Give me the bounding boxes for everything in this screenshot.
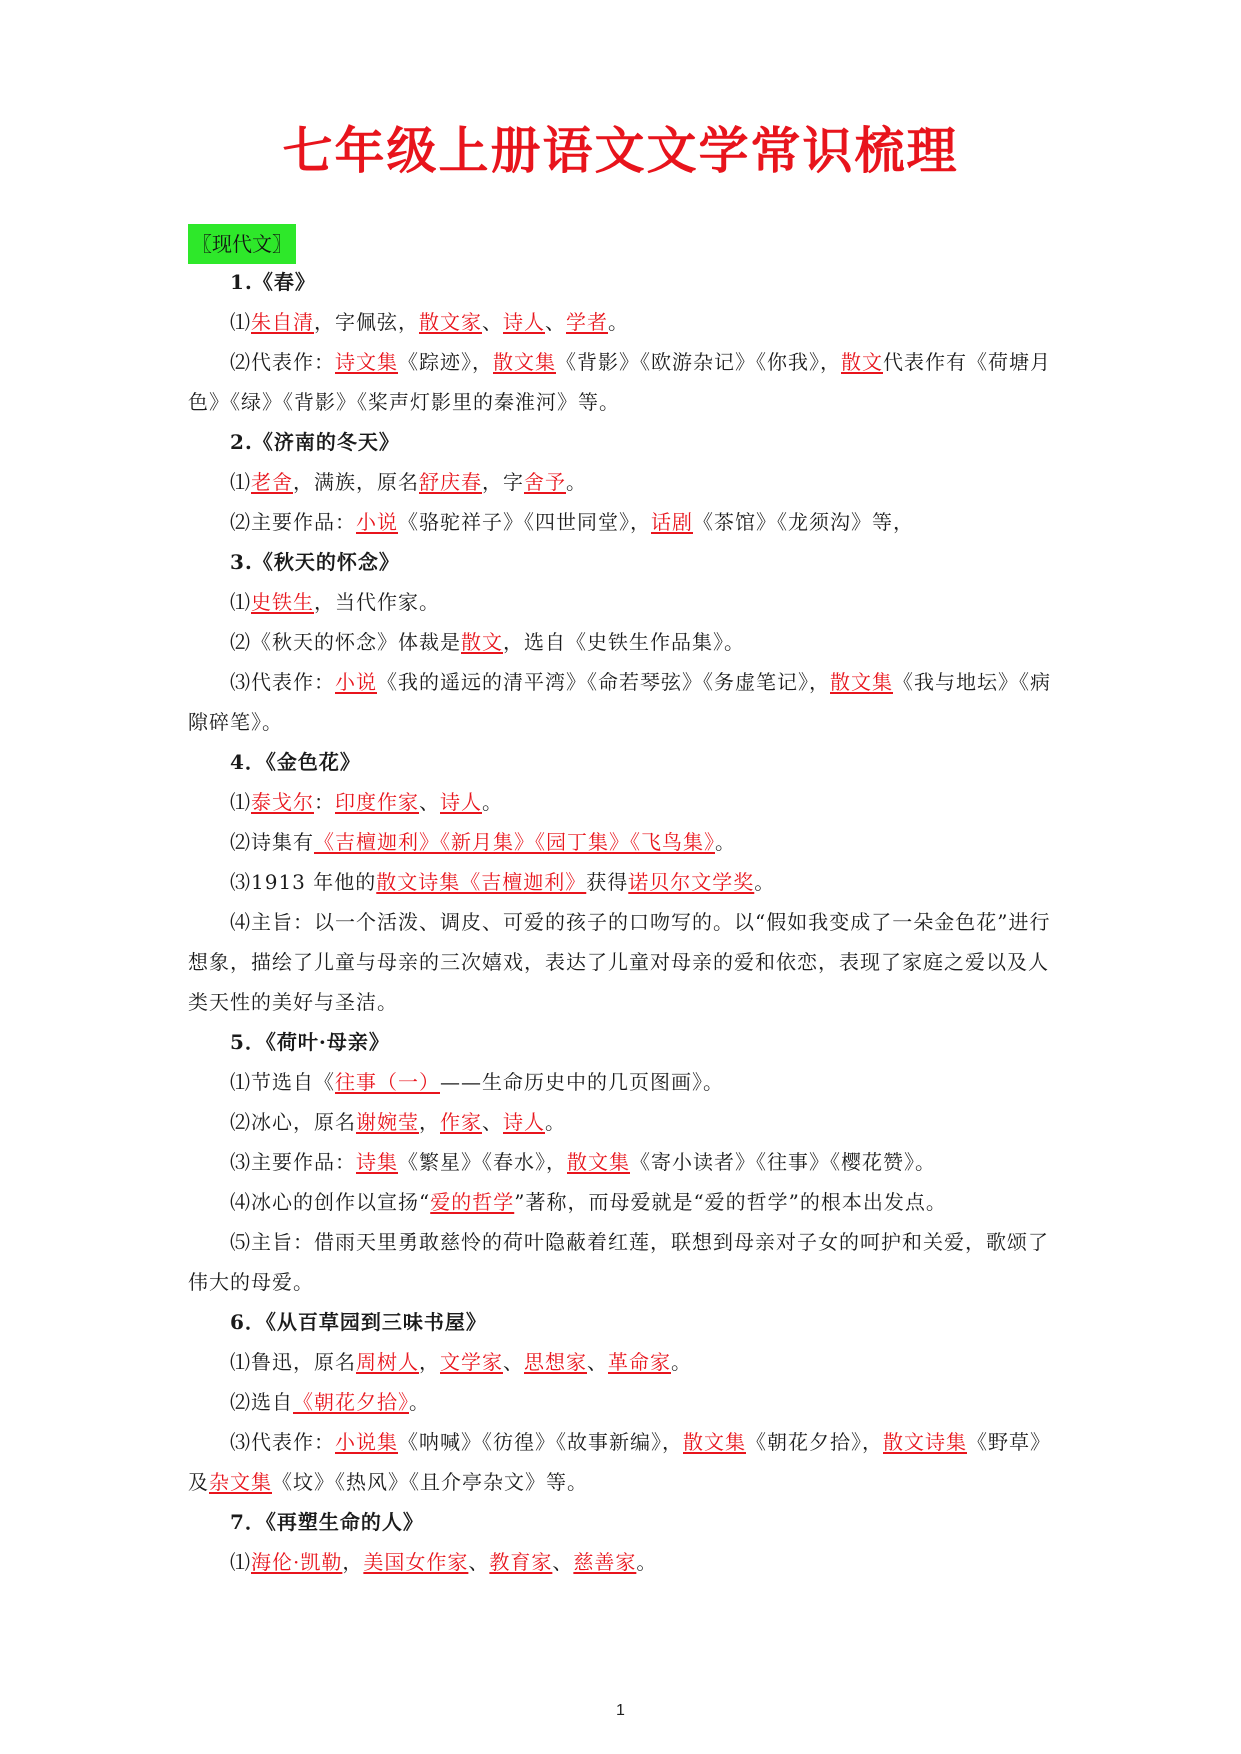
- highlighted-term: 学者: [566, 310, 608, 334]
- text-run: 。: [671, 1350, 692, 1374]
- document-body: [188, 262, 1052, 1582]
- highlighted-term: 诗文集: [335, 350, 398, 374]
- text-run: ，选自《史铁生作品集》。: [503, 630, 745, 654]
- text-run: 。: [545, 1110, 566, 1134]
- highlighted-term: 朱自清: [251, 310, 314, 334]
- text-run: ⑵《秋天的怀念》体裁是: [230, 630, 461, 654]
- text-run: 、: [587, 1350, 608, 1374]
- text-run: 、: [545, 310, 566, 334]
- text-line: [188, 1142, 1052, 1182]
- text-run: ⑵选自: [230, 1390, 293, 1414]
- page-number: 1: [616, 1702, 625, 1719]
- highlighted-term: 史铁生: [251, 590, 314, 614]
- highlighted-term: 作家: [440, 1110, 482, 1134]
- highlighted-term: 印度作家: [335, 790, 419, 814]
- text-run: ——生命历史中的几页图画》。: [440, 1070, 724, 1094]
- section-heading: [188, 422, 1052, 462]
- text-run: 、: [482, 310, 503, 334]
- text-run: 《茶馆》《龙须沟》等，: [693, 510, 914, 534]
- highlighted-term: 散文家: [419, 310, 482, 334]
- text-run: 。: [636, 1550, 658, 1574]
- text-run: ，: [342, 1550, 364, 1574]
- text-run: 5．《荷叶·母亲》: [230, 1030, 390, 1054]
- text-line: [188, 1382, 1052, 1422]
- text-run: 、: [468, 1550, 490, 1574]
- section-heading: [188, 542, 1052, 582]
- text-run: 《坟》《热风》《且介亭杂文》等。: [272, 1470, 588, 1494]
- text-run: 《我的遥远的清平湾》《命若琴弦》《务虚笔记》，: [377, 670, 830, 694]
- text-line: [188, 1342, 1052, 1382]
- text-run: 。: [608, 310, 629, 334]
- text-run: ⑴鲁迅，原名: [230, 1350, 356, 1374]
- section-heading: [188, 1502, 1052, 1542]
- text-run: ，当代作家。: [314, 590, 440, 614]
- highlighted-term: 诗人: [503, 1110, 545, 1134]
- paragraph: [188, 1422, 1052, 1502]
- paragraph: [188, 342, 1052, 422]
- highlighted-term: 散文集: [567, 1150, 630, 1174]
- highlighted-term: 诗人: [440, 790, 482, 814]
- highlighted-term: 诗集: [356, 1150, 398, 1174]
- section-heading: [188, 742, 1052, 782]
- text-run: ⑵冰心，原名: [230, 1110, 356, 1134]
- highlighted-term: 小说集: [335, 1430, 398, 1454]
- highlighted-term: 散文诗集: [883, 1430, 967, 1454]
- text-run: 6．《从百草园到三味书屋》: [230, 1310, 487, 1334]
- highlighted-term: 老舍: [251, 470, 293, 494]
- text-run: ⑵主要作品：: [230, 510, 356, 534]
- text-line: [188, 782, 1052, 822]
- highlighted-term: 杂文集: [209, 1470, 272, 1494]
- highlighted-term: 文学家: [440, 1350, 503, 1374]
- highlighted-term: 《吉檀迦利》《新月集》《园丁集》《飞鸟集》: [314, 830, 715, 854]
- text-run: ⑴: [230, 310, 251, 334]
- text-line: [188, 302, 1052, 342]
- text-run: ⑴: [230, 590, 251, 614]
- text-run: ⑶代表作：: [230, 670, 335, 694]
- text-run: ”著称，而母爱就是“爱的哲学”的根本出发点。: [514, 1190, 947, 1214]
- text-run: ⑸主旨：借雨天里勇敢慈怜的荷叶隐蔽着红莲，联想到母亲对子女的呵护和关爱，歌颂了伟大的母爱。: [188, 1230, 1049, 1294]
- highlighted-term: 散文集: [493, 350, 556, 374]
- text-run: ⑶1913 年他的: [230, 870, 377, 894]
- text-run: ，字佩弦，: [314, 310, 419, 334]
- highlighted-term: 《朝花夕拾》: [293, 1390, 409, 1414]
- highlighted-term: 慈善家: [573, 1550, 637, 1574]
- text-line: [188, 1182, 1052, 1222]
- text-run: 《我与地坛》《病隙碎笔》。: [188, 670, 1051, 734]
- highlighted-term: 小说: [335, 670, 377, 694]
- text-line: [188, 1102, 1052, 1142]
- text-run: ，满族，原名: [293, 470, 419, 494]
- highlighted-term: 散文: [841, 350, 883, 374]
- text-run: 《野草》及: [188, 1430, 1051, 1494]
- text-line: [188, 622, 1052, 662]
- paragraph: [188, 1222, 1052, 1302]
- text-run: 《踪迹》，: [398, 350, 493, 374]
- highlighted-term: 教育家: [489, 1550, 553, 1574]
- text-run: 《朝花夕拾》，: [746, 1430, 883, 1454]
- text-line: [188, 582, 1052, 622]
- highlighted-term: 思想家: [524, 1350, 587, 1374]
- text-run: ⑵诗集有: [230, 830, 314, 854]
- text-line: [188, 822, 1052, 862]
- highlighted-term: 散文: [461, 630, 503, 654]
- section-tag: 〖现代文〗: [188, 224, 296, 264]
- text-line: [188, 502, 1052, 542]
- text-run: 。: [754, 870, 776, 894]
- text-run: 。: [409, 1390, 430, 1414]
- highlighted-term: 散文集: [830, 670, 893, 694]
- highlighted-term: 海伦·凯勒: [251, 1550, 343, 1574]
- text-line: [188, 462, 1052, 502]
- section-heading: [188, 1302, 1052, 1342]
- highlighted-term: 散文集: [683, 1430, 746, 1454]
- text-line: [188, 862, 1052, 902]
- highlighted-term: 话剧: [651, 510, 693, 534]
- section-heading: [188, 1022, 1052, 1062]
- text-run: 《呐喊》《彷徨》《故事新编》，: [398, 1430, 683, 1454]
- text-run: 、: [419, 790, 440, 814]
- paragraph: [188, 662, 1052, 742]
- text-run: ⑵代表作：: [230, 350, 335, 374]
- text-run: ，字: [482, 470, 524, 494]
- highlighted-term: 舍予: [524, 470, 566, 494]
- text-run: 1.《春》: [230, 270, 316, 294]
- text-run: 7．《再塑生命的人》: [230, 1510, 424, 1534]
- text-run: ⑴: [230, 1550, 251, 1574]
- highlighted-term: 爱的哲学: [430, 1190, 515, 1214]
- text-run: ⑴: [230, 790, 251, 814]
- text-run: ⑶主要作品：: [230, 1150, 356, 1174]
- highlighted-term: 散文诗集《吉檀迦利》: [376, 870, 587, 894]
- text-run: 3.《秋天的怀念》: [230, 550, 400, 574]
- highlighted-term: 诺贝尔文学奖: [628, 870, 755, 894]
- text-run: 《骆驼祥子》《四世同堂》，: [398, 510, 651, 534]
- text-run: 《繁星》《春水》，: [398, 1150, 567, 1174]
- text-line: [188, 1062, 1052, 1102]
- highlighted-term: 革命家: [608, 1350, 671, 1374]
- text-run: 《背影》《欧游杂记》《你我》，: [556, 350, 841, 374]
- text-run: 、: [552, 1550, 574, 1574]
- highlighted-term: 周树人: [356, 1350, 419, 1374]
- text-run: 代表作有《荷塘月色》《绿》《背影》《桨声灯影里的秦淮河》等。: [188, 350, 1051, 414]
- text-run: ⑷冰心的创作以宣扬“: [230, 1190, 431, 1214]
- section-heading: [188, 262, 1052, 302]
- highlighted-term: 美国女作家: [363, 1550, 469, 1574]
- page-title: 七年级上册语文文学常识梳理: [282, 122, 959, 180]
- text-run: 。: [482, 790, 503, 814]
- text-run: 获得: [586, 870, 629, 894]
- text-run: 4．《金色花》: [230, 750, 361, 774]
- text-run: ，: [419, 1110, 440, 1134]
- paragraph: [188, 902, 1052, 1022]
- text-run: ⑷主旨：以一个活泼、调皮、可爱的孩子的口吻写的。以“假如我变成了一朵金色花”进行想象，描绘了儿童与母亲的三次嬉戏，表达了儿童对母亲的爱和依恋，表现了家庭之爱以及人类天性的美好与圣洁。: [188, 910, 1051, 1014]
- text-run: 。: [715, 830, 736, 854]
- text-run: ⑶代表作：: [230, 1430, 335, 1454]
- text-line: [188, 1542, 1052, 1582]
- highlighted-term: 小说: [356, 510, 398, 534]
- text-run: 、: [482, 1110, 503, 1134]
- text-run: ：: [314, 790, 335, 814]
- highlighted-term: 往事（一）: [335, 1070, 440, 1094]
- text-run: ，: [419, 1350, 440, 1374]
- text-run: ⑴: [230, 470, 251, 494]
- highlighted-term: 泰戈尔: [251, 790, 314, 814]
- text-run: ⑴节选自《: [230, 1070, 335, 1094]
- highlighted-term: 舒庆春: [419, 470, 482, 494]
- text-run: 《寄小读者》《往事》《樱花赞》。: [630, 1150, 936, 1174]
- text-run: 、: [503, 1350, 524, 1374]
- text-run: 2.《济南的冬天》: [230, 430, 400, 454]
- highlighted-term: 谢婉莹: [356, 1110, 419, 1134]
- text-run: 。: [566, 470, 587, 494]
- highlighted-term: 诗人: [503, 310, 545, 334]
